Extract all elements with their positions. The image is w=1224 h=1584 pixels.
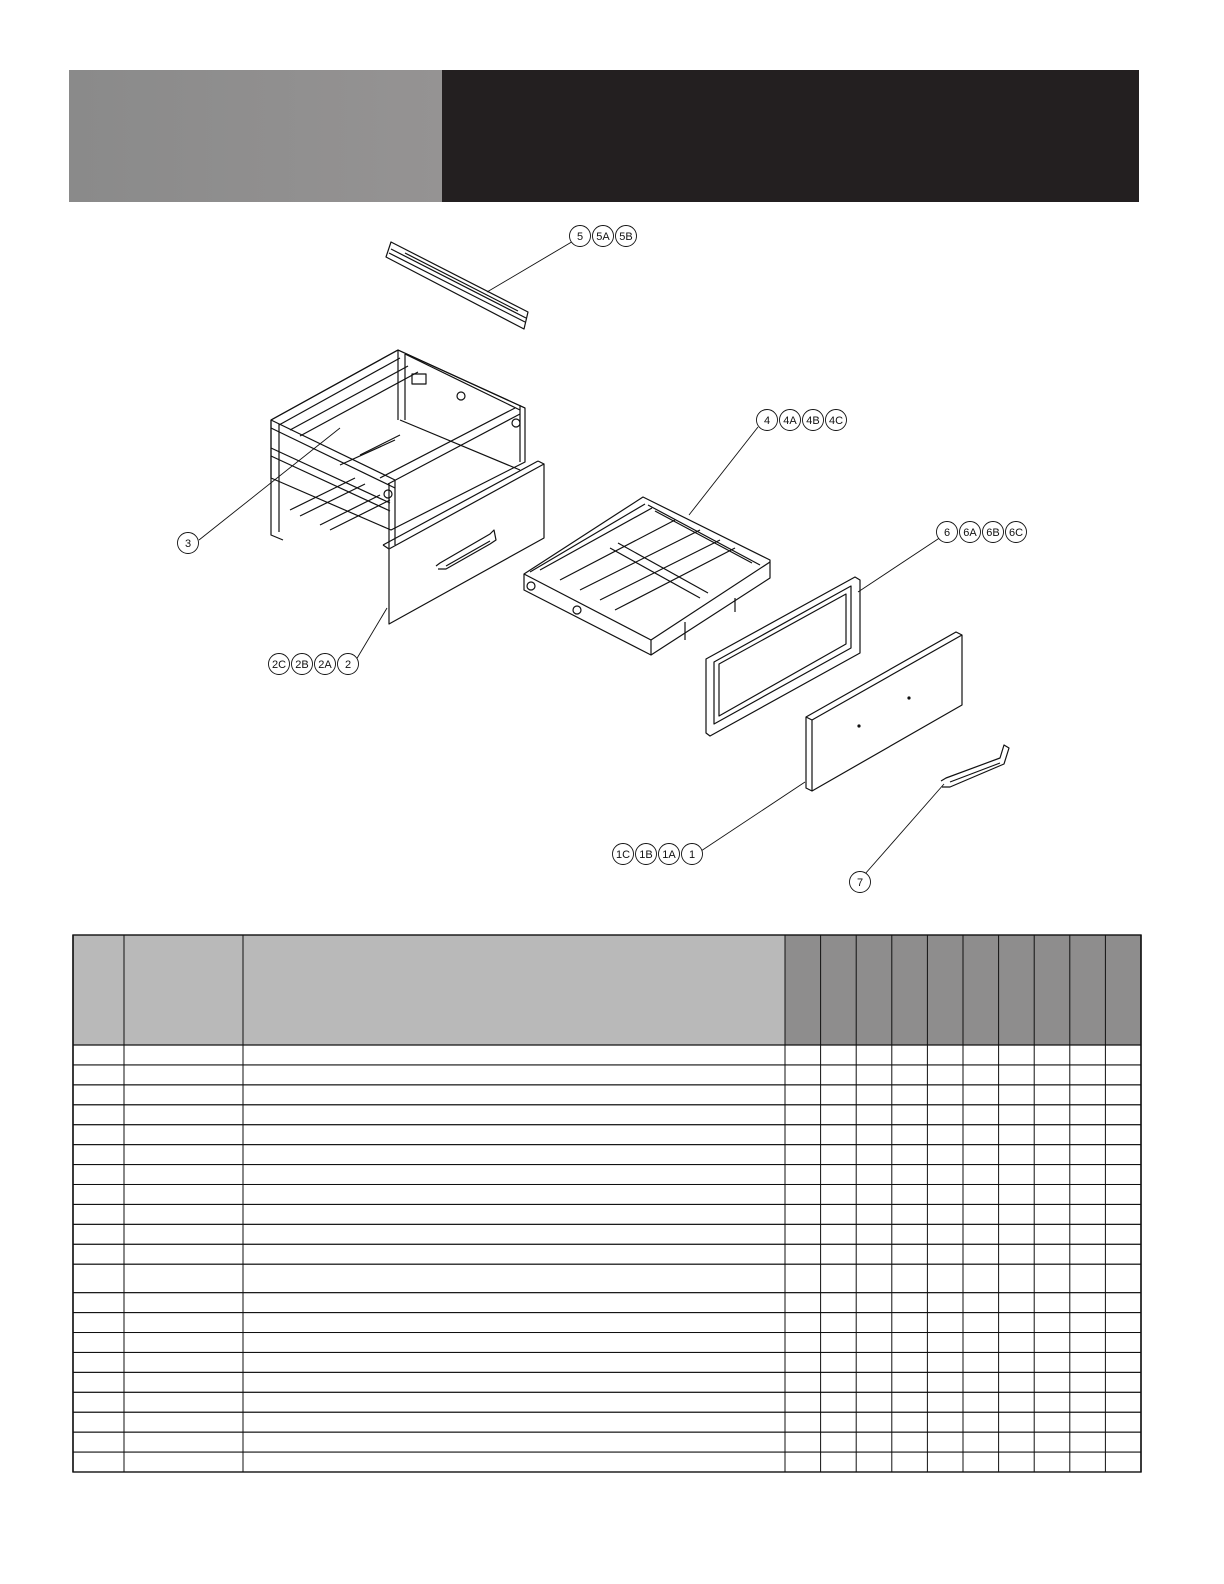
table-row: [73, 1065, 1141, 1085]
callout-label: 4: [763, 415, 771, 427]
callout-group-7: [850, 872, 871, 893]
callout-label: 3: [184, 538, 192, 550]
table-row: [73, 1392, 1141, 1412]
callout-label: 6B: [986, 527, 1000, 539]
option-column-header: [1070, 935, 1106, 1045]
callout-label: 5A: [596, 231, 610, 243]
callout-group-2: [269, 654, 359, 675]
table-row: [73, 1125, 1141, 1145]
callout-label: 6C: [1008, 527, 1024, 539]
table-row: [73, 1224, 1141, 1244]
option-column-header: [927, 935, 963, 1045]
option-column-header: [963, 935, 999, 1045]
option-column-header: [999, 935, 1035, 1045]
option-column-header: [856, 935, 892, 1045]
callout-label: 1A: [662, 849, 676, 861]
table-row: [73, 1105, 1141, 1125]
table-row: [73, 1085, 1141, 1105]
callout-label: 5: [576, 231, 584, 243]
rail-part: [386, 242, 528, 329]
callout-group-4: [757, 410, 847, 431]
table-row: [73, 1412, 1141, 1432]
callout-label: 2: [344, 659, 352, 671]
table-row: [73, 1352, 1141, 1372]
drawer-box: [524, 497, 770, 655]
table-row: [73, 1244, 1141, 1264]
callout-label: 2C: [271, 659, 287, 671]
table-row: [73, 1313, 1141, 1333]
callout-label: 4B: [806, 415, 820, 427]
callout-group-6: [937, 522, 1027, 543]
table-row: [73, 1432, 1141, 1452]
table-row: [73, 1293, 1141, 1313]
table-header-row: [73, 935, 785, 1045]
table-border: [73, 935, 1141, 1472]
callout-group-1: [613, 844, 703, 865]
callout-label: 6A: [963, 527, 977, 539]
option-column-header: [1034, 935, 1070, 1045]
table-row: [73, 1264, 1141, 1292]
callout-label: 5B: [619, 231, 633, 243]
table-row: [73, 1204, 1141, 1224]
table-row: [73, 1372, 1141, 1392]
callout-label: 1B: [639, 849, 653, 861]
option-column-header: [821, 935, 857, 1045]
callout-group-3: [178, 533, 199, 554]
callout-label: 2A: [318, 659, 332, 671]
option-column-header: [892, 935, 928, 1045]
callout-group-5: [570, 226, 637, 247]
callout-label: 2B: [295, 659, 309, 671]
callout-label: 1C: [615, 849, 631, 861]
callout-label: 1: [688, 849, 696, 861]
callout-label: 7: [856, 877, 864, 889]
table-row: [73, 1333, 1141, 1353]
handle-part: [941, 745, 1009, 787]
table-row: [73, 1184, 1141, 1204]
option-column-header: [1105, 935, 1141, 1045]
callout-label: 4C: [828, 415, 844, 427]
callout-label: 6: [943, 527, 951, 539]
table-row: [73, 1452, 1141, 1472]
callout-label: 4A: [783, 415, 797, 427]
table-row: [73, 1165, 1141, 1185]
option-column-header: [785, 935, 821, 1045]
table-row: [73, 1045, 1141, 1065]
table-row: [73, 1145, 1141, 1165]
